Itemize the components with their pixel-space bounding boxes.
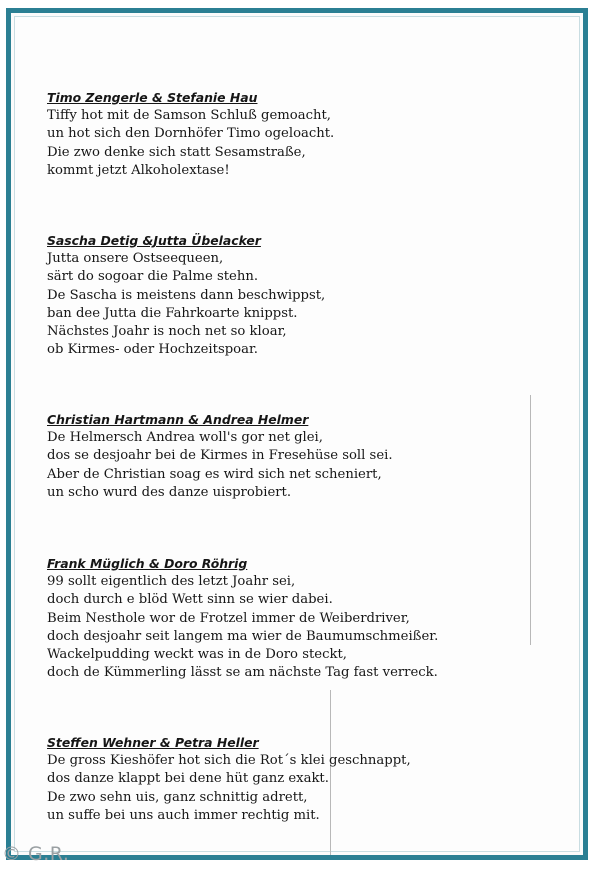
verse-line: doch durch e blöd Wett sinn se wier dabei. xyxy=(47,592,333,608)
verse-line: ob Kirmes- oder Hochzeitspoar. xyxy=(47,342,258,358)
verse-line: Nächstes Joahr is noch net so kloar, xyxy=(47,324,287,340)
verse-line: dos se desjoahr bei de Kirmes in Fresehüse soll sei. xyxy=(47,448,393,464)
verse-line: doch desjoahr seit langem ma wier de Baumumschmeißer. xyxy=(47,628,439,644)
verse-title: Frank Müglich & Doro Röhrig xyxy=(47,556,248,571)
verse-line: kommt jetzt Alkoholextase! xyxy=(47,162,230,178)
verse-block-2 xyxy=(47,232,325,359)
fold-line-upper xyxy=(530,395,531,645)
verse-line: Beim Nesthole wor de Frotzel immer de Weiberdriver, xyxy=(47,610,410,626)
verse-block-3 xyxy=(47,411,393,502)
verse-line: dos danze klappt bei dene hüt ganz exakt. xyxy=(47,771,329,787)
verse-line: De Sascha is meistens dann beschwippst, xyxy=(47,287,326,303)
verse-line: Jutta onsere Ostseequeen, xyxy=(47,251,224,267)
verse-line: Tiffy hot mit de Samson Schluß gemoacht, xyxy=(47,108,331,124)
verse-title: Christian Hartmann & Andrea Helmer xyxy=(47,412,309,427)
verse-line: un suffe bei uns auch immer rechtig mit. xyxy=(47,807,320,823)
verse-line: un hot sich den Dornhöfer Timo ogeloacht. xyxy=(47,126,335,142)
verse-title: Sascha Detig &Jutta Übelacker xyxy=(47,233,261,248)
verse-block-1 xyxy=(47,89,334,180)
verse-block-5 xyxy=(47,734,411,825)
verse-line: De Helmersch Andrea woll's gor net glei, xyxy=(47,430,323,446)
verse-line: Die zwo denke sich statt Sesamstraße, xyxy=(47,144,306,160)
verse-line: ban dee Jutta die Fahrkoarte knippst. xyxy=(47,305,298,321)
verse-line: särt do sogoar die Palme stehn. xyxy=(47,269,259,285)
copyright-watermark: © G.R. xyxy=(2,843,70,865)
verse-title: Timo Zengerle & Stefanie Hau xyxy=(47,90,258,105)
verse-title: Steffen Wehner & Petra Heller xyxy=(47,735,259,750)
verse-line: Aber de Christian soag es wird sich net scheniert, xyxy=(47,466,382,482)
verse-line: un scho wurd des danze uisprobiert. xyxy=(47,484,292,500)
verse-line: 99 sollt eigentlich des letzt Joahr sei, xyxy=(47,574,296,590)
verse-block-4 xyxy=(47,555,438,682)
verse-line: De gross Kieshöfer hot sich die Rot´s klei geschnappt, xyxy=(47,753,411,769)
verse-line: Wackelpudding weckt was in de Doro steckt, xyxy=(47,647,347,663)
verse-line: doch de Kümmerling lässt se am nächste Tag fast verreck. xyxy=(47,665,438,681)
verse-line: De zwo sehn uis, ganz schnittig adrett, xyxy=(47,789,308,805)
